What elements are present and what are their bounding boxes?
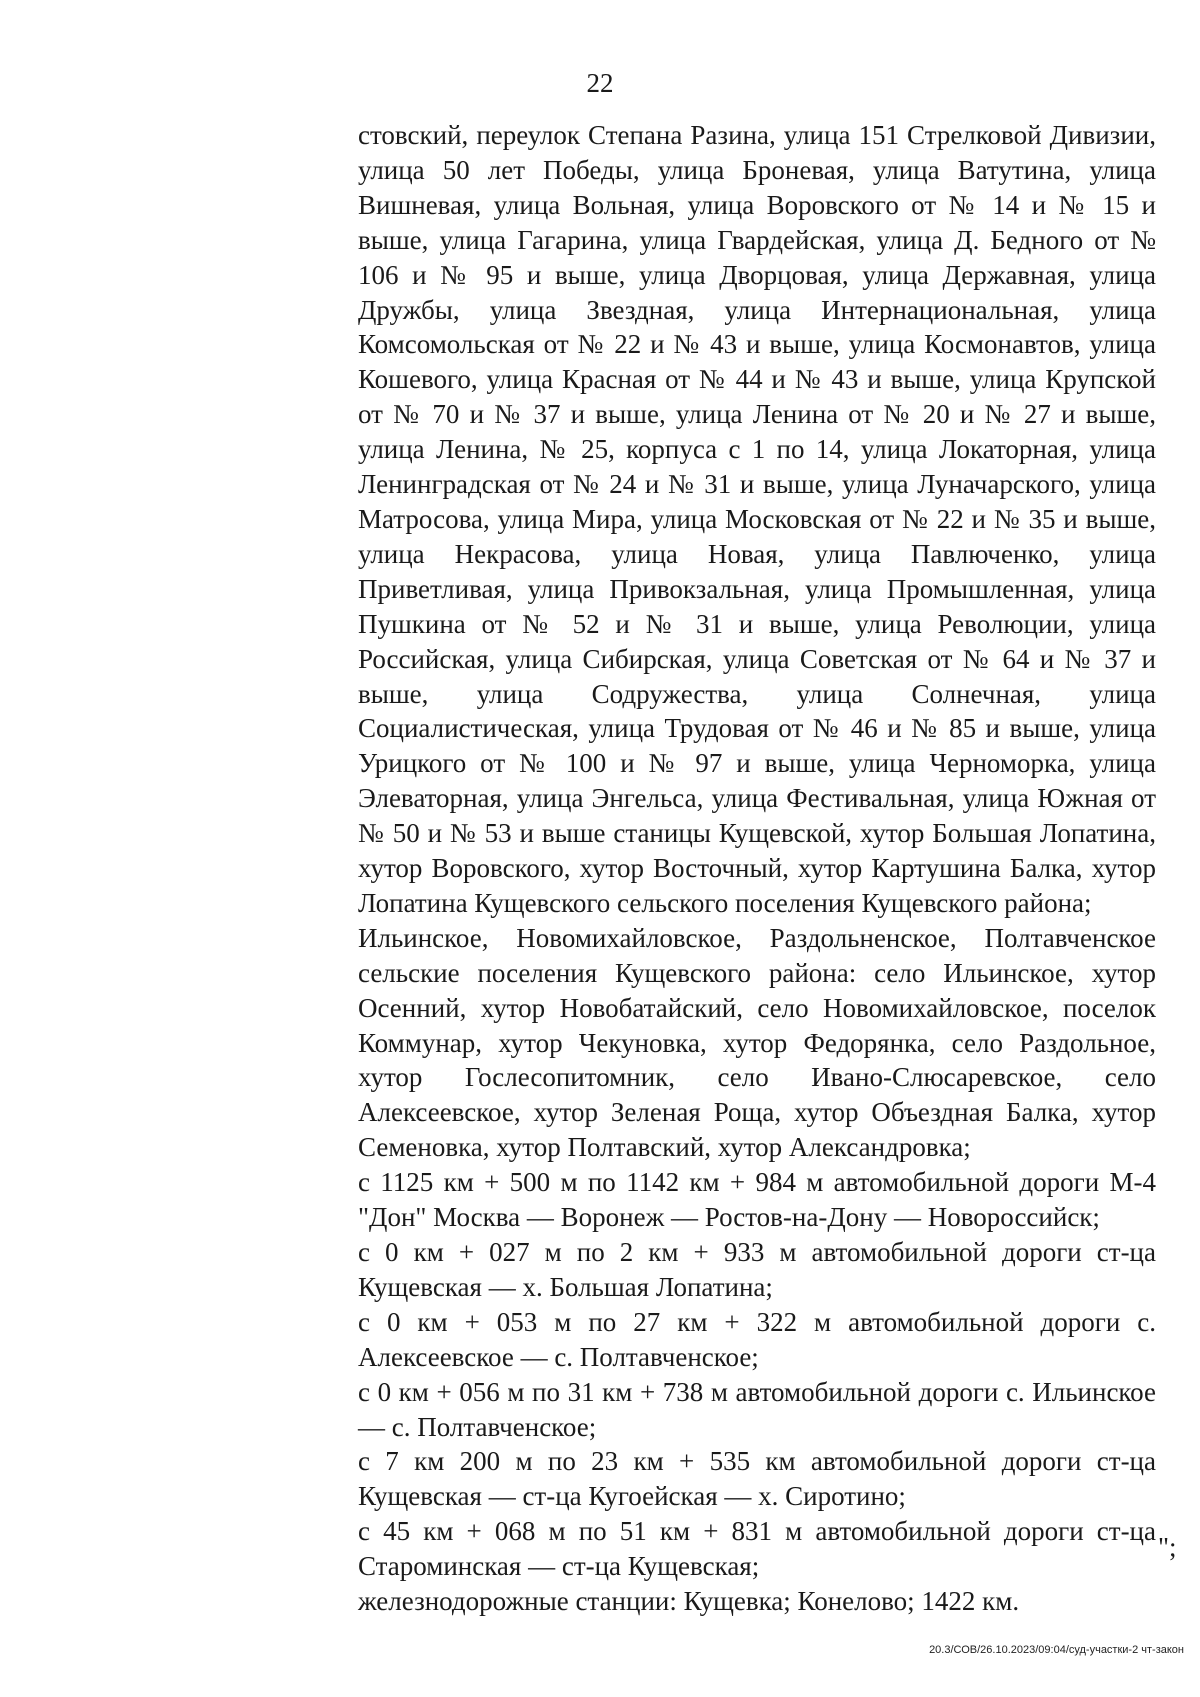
paragraph-railway-stations: железнодорожные станции: Кущевка; Конелово; 1422 км. xyxy=(358,1586,1020,1617)
body-text xyxy=(358,118,1156,1619)
paragraph-road-starominskaya: с 45 км + 068 м по 51 км + 831 м автомобильной дороги ст-ца Староминская — ст-ца Кущевская; xyxy=(358,1516,1156,1582)
paragraph-road-alekseevskoe: с 0 км + 053 м по 27 км + 322 м автомобильной дороги с. Алексеевское — с. Полтавченское; xyxy=(358,1306,1156,1372)
paragraph-road-ilinskoe: с 0 км + 056 м по 31 км + 738 м автомобильной дороги с. Ильинское — с. Полтавченское; xyxy=(358,1376,1156,1442)
paragraph-street-list: стовский, переулок Степана Разина, улица 151 Стрелковой Дивизии, улица 50 лет Победы, улица Броневая, улица Ватутина, улица Вишневая, улица Вольная, улица Воровского от № 14 и № 15 и выше, улица Гагарина, улица Гвардейская, улица Д. Бедного от № 106 и № 95 и выше, улица Дворцовая, улица Державная, улица Дружбы, улица Звездная, улица Интернациональная, улица Комсомольская от № 22 и № 43 и выше, улица Космонавтов, улица Кошевого, улица Красная от № 44 и № 43 и выше, улица Крупской от № 70 и № 37 и выше, улица Ленина от № 20 и № 27 и выше, улица Ленина, № 25, корпуса с 1 по 14, улица Локаторная, улица Ленинградская от № 24 и № 31 и выше, улица Луначарского, улица Матросова, улица Мира, улица Московская от № 22 и № 35 и выше, улица Некрасова, улица Новая, улица Павлюченко, улица Приветливая, улица Привокзальная, улица Промышленная, улица Пушкина от № 52 и № 31 и выше, улица Революции, улица Российская, улица Сибирская, улица Советская от № 64 и № 37 и выше, улица Содружества, улица Солнечная, улица Социалистическая, улица Трудовая от № 46 и № 85 и выше, улица Урицкого от № 100 и № 97 и выше, улица Черноморка, улица Элеваторная, улица Энгельса, улица Фестивальная, улица Южная от № 50 и № 53 и выше станицы Кущевской, хутор Большая Лопатина, хутор Воровского, хутор Восточный, хутор Картушина Балка, хутор Лопатина Кущевского сельского поселения Кущевского района; xyxy=(358,120,1156,918)
paragraph-rural-settlements: Ильинское, Новомихайловское, Раздольненское, Полтавченское сельские поселения Кущевского района: село Ильинское, хутор Осенний, хутор Новобатайский, село Новомихайловское, поселок Коммунар, хутор Чекуновка, хутор Федорянка, село Раздольное, хутор Гослесопитомник, село Ивано-Слюсаревское, село Алексеевское, хутор Зеленая Роща, хутор Объездная Балка, хутор Семеновка, хутор Полтавский, хутор Александровка; xyxy=(358,922,1156,1163)
paragraph-road-m4: с 1125 км + 500 м по 1142 км + 984 м автомобильной дороги М-4 "Дон" Москва — Воронеж — Ростов-на-Дону — Новороссийск; xyxy=(358,1167,1156,1233)
document-footer-code: 20.3/СОВ/26.10.2023/09:04/суд-участки-2 чт-закон xyxy=(929,1644,1184,1656)
page-number: 22 xyxy=(586,68,614,98)
closing-quote-mark: "; xyxy=(1158,1532,1177,1562)
paragraph-road-lopatina: с 0 км + 027 м по 2 км + 933 м автомобильной дороги ст-ца Кущевская — х. Большая Лопатина; xyxy=(358,1237,1156,1302)
paragraph-road-kugoeyskaya: с 7 км 200 м по 23 км + 535 км автомобильной дороги ст-ца Кущевская — ст-ца Кугоейская — х. Сиротино; xyxy=(358,1446,1156,1512)
